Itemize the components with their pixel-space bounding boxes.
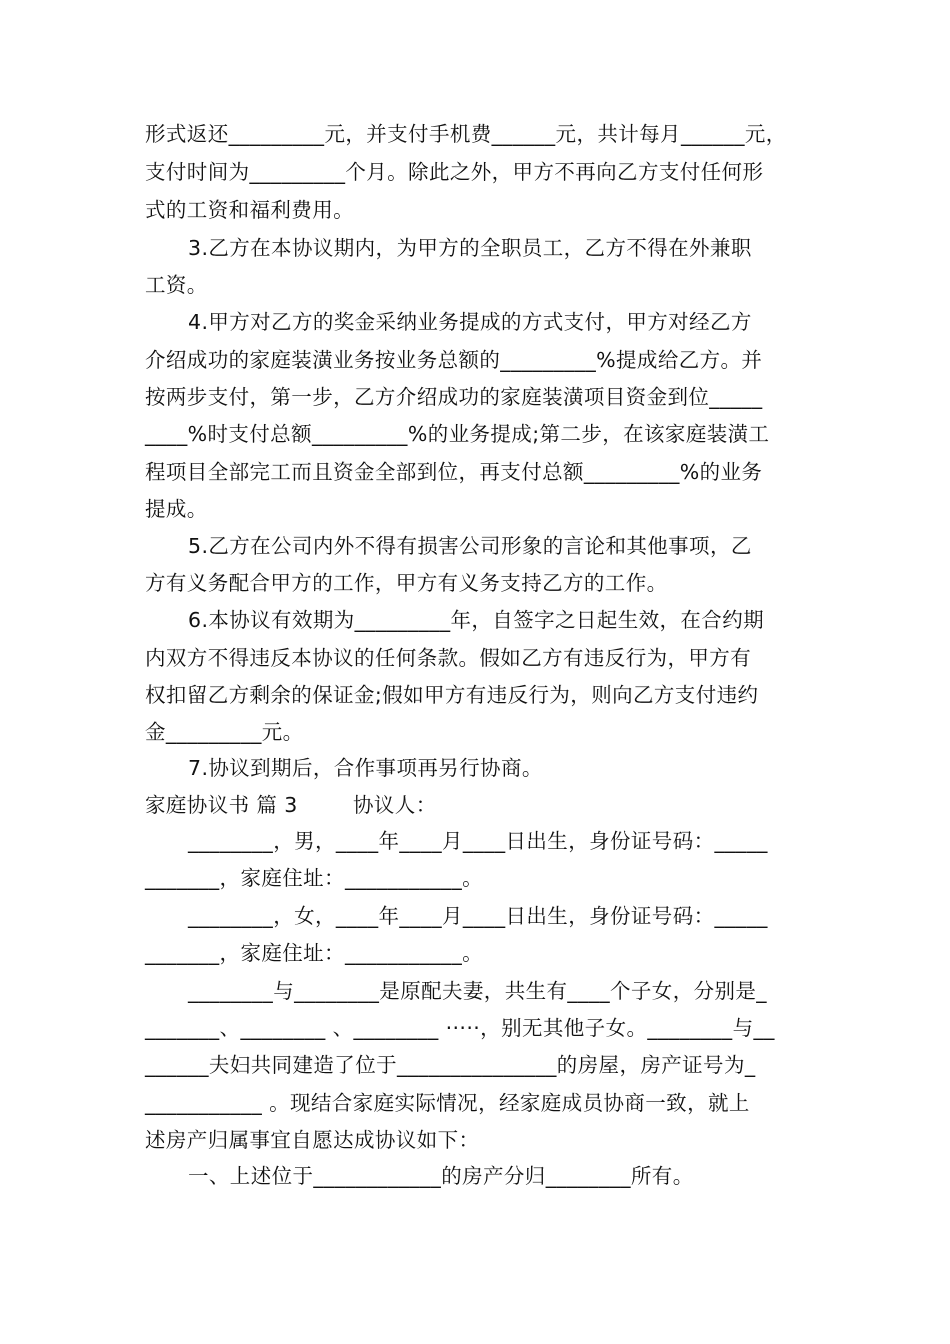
text-line: 7.协议到期后，合作事项再另行协商。 — [188, 756, 543, 780]
text-line: ________，男，____年____月____日出生，身份证号码：_____ — [188, 829, 768, 853]
text-line: 式的工资和福利费用。 — [145, 198, 354, 222]
text-line: 程项目全部完工而且资金全部到位，再支付总额_________%的业务 — [145, 460, 763, 484]
text-line: 提成。 — [145, 497, 208, 521]
text-line: ________，女，____年____月____日出生，身份证号码：_____ — [188, 904, 768, 928]
text-line: 方有义务配合甲方的工作，甲方有义务支持乙方的工作。 — [145, 571, 668, 595]
text-line: 述房产归属事宜自愿达成协议如下： — [145, 1128, 480, 1152]
text-line: 权扣留乙方剩余的保证金;假如甲方有违反行为，则向乙方支付违约 — [145, 683, 759, 707]
text-line: 支付时间为_________个月。除此之外，甲方不再向乙方支付任何形 — [145, 160, 764, 184]
text-line: 内双方不得违反本协议的任何条款。假如乙方有违反行为，甲方有 — [145, 646, 752, 670]
text-line: 5.乙方在公司内外不得有损害公司形象的言论和其他事项，乙 — [188, 534, 752, 558]
text-line: _______，家庭住址：___________。 — [145, 941, 483, 965]
text-line: 一、上述位于____________的房产分归________所有。 — [188, 1164, 694, 1188]
text-line: _______、________ 、________ ·····，别无其他子女。________与__ — [145, 1016, 775, 1040]
text-line: 金_________元。 — [145, 720, 304, 744]
section-heading: 家庭协议书 篇 3 协议人： — [145, 793, 437, 817]
text-line: ________与________是原配夫妻，共生有____个子女，分别是_ — [188, 979, 767, 1003]
text-line: 工资。 — [145, 273, 208, 297]
text-line: 3.乙方在本协议期内，为甲方的全职员工，乙方不得在外兼职 — [188, 236, 752, 260]
text-line: 形式返还_________元，并支付手机费______元，共计每月______元， — [145, 122, 787, 146]
text-line: 4.甲方对乙方的奖金采纳业务提成的方式支付，甲方对经乙方 — [188, 310, 752, 334]
text-line: 介绍成功的家庭装潢业务按业务总额的_________%提成给乙方。并 — [145, 348, 763, 372]
text-line: ____%时支付总额_________%的业务提成;第二步，在该家庭装潢工 — [145, 422, 770, 446]
text-line: ___________ 。现结合家庭实际情况，经家庭成员协商一致，就上 — [145, 1091, 750, 1115]
text-line: _______，家庭住址：___________。 — [145, 866, 483, 890]
text-line: 6.本协议有效期为_________年，自签字之日起生效，在合约期 — [188, 608, 765, 632]
text-line: ______夫妇共同建造了位于_______________的房屋，房产证号为_ — [145, 1053, 756, 1077]
text-line: 按两步支付，第一步，乙方介绍成功的家庭装潢项目资金到位_____ — [145, 385, 763, 409]
